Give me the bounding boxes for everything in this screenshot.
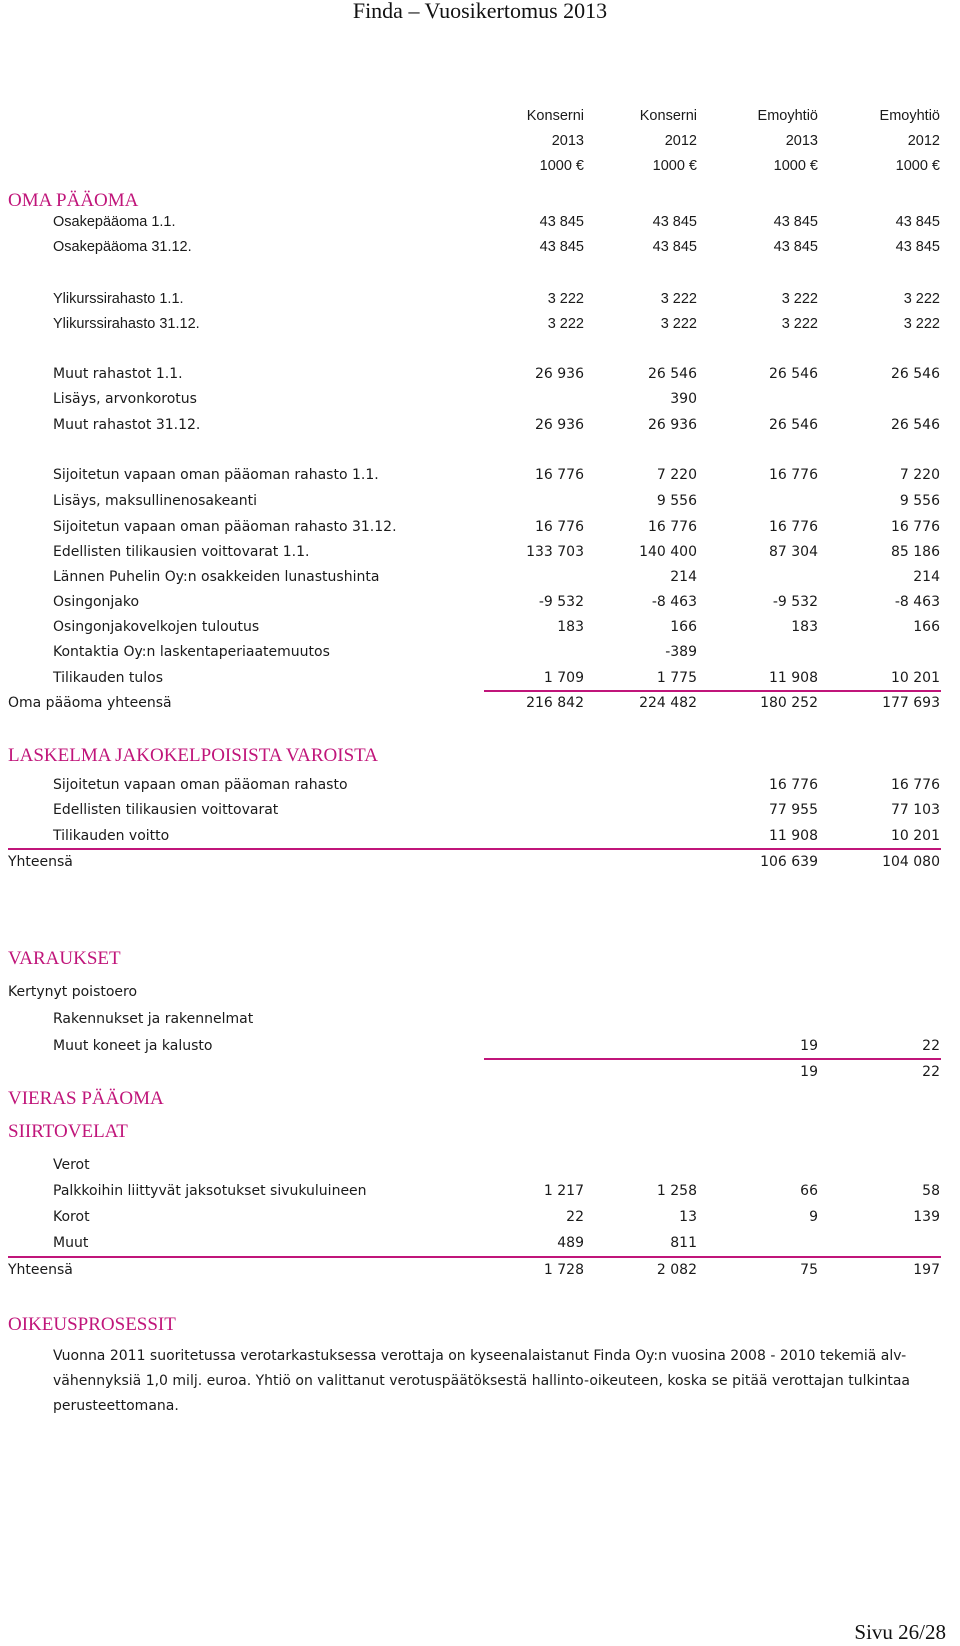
cell-value: 16 776 xyxy=(535,467,584,483)
cell-value: 43 845 xyxy=(773,239,818,255)
cell-value: -8 463 xyxy=(894,594,940,610)
cell-value: 22 xyxy=(922,1038,940,1054)
cell-value: 77 103 xyxy=(891,802,940,818)
row-label: Muut koneet ja kalusto xyxy=(53,1038,213,1054)
column-header-year: 2012 xyxy=(907,133,940,149)
table-row xyxy=(0,617,960,637)
table-row xyxy=(0,1181,960,1201)
total-value: 19 xyxy=(800,1064,818,1080)
table-row xyxy=(0,567,960,587)
total-row xyxy=(0,1062,960,1082)
cell-value: 3 222 xyxy=(547,291,584,307)
paragraph-line: Vuonna 2011 suoritetussa verotarkastuksessa verottaja on kyseenalaistanut Finda Oy:n vuosina 2008 - 2010 tekemiä alv- xyxy=(53,1348,907,1364)
row-label: Verot xyxy=(53,1157,90,1173)
cell-value: 87 304 xyxy=(769,544,818,560)
cell-value: 3 222 xyxy=(660,291,697,307)
section-title-distributable: LASKELMA JAKOKELPOISISTA VAROISTA xyxy=(8,745,378,766)
table-row xyxy=(0,542,960,562)
section-title-liabilities: VIERAS PÄÄOMA xyxy=(8,1088,164,1109)
section-title-provisions: VARAUKSET xyxy=(8,948,121,969)
total-value: 216 842 xyxy=(526,695,584,711)
row-label: Lännen Puhelin Oy:n osakkeiden lunastushinta xyxy=(53,569,380,585)
cell-value: 9 556 xyxy=(899,493,940,509)
row-label: Tilikauden voitto xyxy=(53,828,170,844)
cell-value: 85 186 xyxy=(891,544,940,560)
row-label: Osingonjako xyxy=(53,594,140,610)
cell-value: -9 532 xyxy=(772,594,818,610)
row-label: Kontaktia Oy:n laskentaperiaatemuutos xyxy=(53,644,330,660)
cell-value: 3 222 xyxy=(903,316,940,332)
cell-value: 166 xyxy=(913,619,940,635)
table-row xyxy=(0,800,960,820)
table-row xyxy=(0,668,960,688)
cell-value: 214 xyxy=(670,569,697,585)
cell-value: 3 222 xyxy=(903,291,940,307)
cell-value: 66 xyxy=(800,1183,818,1199)
total-divider-line xyxy=(8,848,941,850)
cell-value: 43 845 xyxy=(652,239,697,255)
column-header-unit-row xyxy=(0,156,960,176)
cell-value: 77 955 xyxy=(769,802,818,818)
total-row xyxy=(0,1260,960,1280)
cell-value: 26 546 xyxy=(891,417,940,433)
section-subtitle xyxy=(0,982,960,1002)
row-label: Sijoitetun vapaan oman pääoman rahasto xyxy=(53,777,348,793)
total-row xyxy=(0,852,960,872)
cell-value: 489 xyxy=(557,1235,584,1251)
cell-value: 43 845 xyxy=(539,214,584,230)
cell-value: 43 845 xyxy=(895,239,940,255)
cell-value: 43 845 xyxy=(773,214,818,230)
row-label: Osakepääoma 31.12. xyxy=(53,239,192,255)
section-subtitle-accruals: SIIRTOVELAT xyxy=(8,1121,128,1142)
cell-value: 16 776 xyxy=(535,519,584,535)
subtitle-label: Kertynyt poistoero xyxy=(8,984,138,1000)
row-label: Korot xyxy=(53,1209,90,1225)
cell-value: 9 556 xyxy=(656,493,697,509)
total-divider-line xyxy=(484,690,941,692)
cell-value: 26 546 xyxy=(648,366,697,382)
cell-value: 3 222 xyxy=(660,316,697,332)
table-row xyxy=(0,826,960,846)
row-label: Tilikauden tulos xyxy=(53,670,164,686)
total-value: 75 xyxy=(800,1262,818,1278)
total-value: 177 693 xyxy=(882,695,940,711)
table-row xyxy=(0,1036,960,1056)
column-header-entity: Konserni xyxy=(639,108,697,124)
cell-value: 11 908 xyxy=(769,670,818,686)
cell-value: 214 xyxy=(913,569,940,585)
total-value: 224 482 xyxy=(639,695,697,711)
cell-value: 16 776 xyxy=(648,519,697,535)
cell-value: 16 776 xyxy=(769,519,818,535)
table-row xyxy=(0,1207,960,1227)
cell-value: 183 xyxy=(557,619,584,635)
column-header-year: 2013 xyxy=(785,133,818,149)
table-row xyxy=(0,389,960,409)
row-label: Lisäys, maksullinenosakeanti xyxy=(53,493,258,509)
cell-value: 811 xyxy=(670,1235,697,1251)
table-row xyxy=(0,642,960,662)
cell-value: 183 xyxy=(791,619,818,635)
table-row xyxy=(0,465,960,485)
cell-value: 16 776 xyxy=(891,777,940,793)
document-header-title: Finda – Vuosikertomus 2013 xyxy=(352,0,608,23)
total-value: 1 728 xyxy=(543,1262,584,1278)
cell-value: 140 400 xyxy=(639,544,697,560)
table-row xyxy=(0,517,960,537)
row-label: Rakennukset ja rakennelmat xyxy=(53,1011,254,1027)
cell-value: 3 222 xyxy=(781,291,818,307)
table-row xyxy=(0,212,960,232)
paragraph-line: perusteettomana. xyxy=(53,1398,179,1414)
total-value: 22 xyxy=(922,1064,940,1080)
cell-value: 22 xyxy=(566,1209,584,1225)
total-label: Yhteensä xyxy=(8,1262,73,1278)
column-header-unit: 1000 € xyxy=(539,158,584,174)
column-header-unit: 1000 € xyxy=(895,158,940,174)
table-row xyxy=(0,1009,960,1029)
row-label: Sijoitetun vapaan oman pääoman rahasto 31.12. xyxy=(53,519,397,535)
cell-value: -389 xyxy=(665,644,697,660)
column-header-unit: 1000 € xyxy=(773,158,818,174)
total-label: Oma pääoma yhteensä xyxy=(8,695,172,711)
row-label: Palkkoihin liittyvät jaksotukset sivukuluineen xyxy=(53,1183,367,1199)
cell-value: 10 201 xyxy=(891,828,940,844)
cell-value: 1 258 xyxy=(656,1183,697,1199)
cell-value: 3 222 xyxy=(547,316,584,332)
cell-value: 26 546 xyxy=(769,417,818,433)
section-title-equity: OMA PÄÄOMA xyxy=(8,190,139,211)
cell-value: 7 220 xyxy=(899,467,940,483)
cell-value: 1 775 xyxy=(656,670,697,686)
paragraph-line: vähennyksiä 1,0 milj. euroa. Yhtiö on valittanut verotuspäätöksestä hallinto-oikeuteen, koska se pitää verottajan tulkintaa xyxy=(53,1373,910,1389)
column-header-year: 2012 xyxy=(664,133,697,149)
total-value: 2 082 xyxy=(656,1262,697,1278)
total-value: 197 xyxy=(913,1262,940,1278)
cell-value: 1 217 xyxy=(543,1183,584,1199)
cell-value: 390 xyxy=(670,391,697,407)
row-label: Edellisten tilikausien voittovarat 1.1. xyxy=(53,544,310,560)
cell-value: 10 201 xyxy=(891,670,940,686)
cell-value: 26 936 xyxy=(535,417,584,433)
total-divider-line xyxy=(8,1256,941,1258)
row-label: Osingonjakovelkojen tuloutus xyxy=(53,619,260,635)
table-row xyxy=(0,364,960,384)
column-header-year-row xyxy=(0,131,960,151)
table-row xyxy=(0,1233,960,1253)
cell-value: 43 845 xyxy=(539,239,584,255)
cell-value: -9 532 xyxy=(538,594,584,610)
row-label: Ylikurssirahasto 1.1. xyxy=(53,291,184,307)
table-row xyxy=(0,237,960,257)
cell-value: 19 xyxy=(800,1038,818,1054)
cell-value: 7 220 xyxy=(656,467,697,483)
total-label: Yhteensä xyxy=(8,854,73,870)
cell-value: 26 546 xyxy=(891,366,940,382)
row-label: Muut rahastot 1.1. xyxy=(53,366,183,382)
cell-value: 139 xyxy=(913,1209,940,1225)
row-label: Edellisten tilikausien voittovarat xyxy=(53,802,279,818)
column-header-year: 2013 xyxy=(551,133,584,149)
cell-value: 13 xyxy=(679,1209,697,1225)
cell-value: -8 463 xyxy=(651,594,697,610)
cell-value: 1 709 xyxy=(543,670,584,686)
table-row xyxy=(0,289,960,309)
total-divider-line xyxy=(484,1058,941,1060)
column-header-entity: Konserni xyxy=(526,108,584,124)
cell-value: 43 845 xyxy=(895,214,940,230)
table-row xyxy=(0,491,960,511)
table-row xyxy=(0,592,960,612)
total-row xyxy=(0,693,960,713)
column-header-entity: Emoyhtiö xyxy=(879,108,940,124)
cell-value: 26 936 xyxy=(648,417,697,433)
section-title-legal: OIKEUSPROSESSIT xyxy=(8,1314,176,1335)
table-row xyxy=(0,415,960,435)
page-number: Sivu 26/28 xyxy=(854,1620,946,1644)
table-row xyxy=(0,775,960,795)
total-value: 180 252 xyxy=(760,695,818,711)
column-header-unit: 1000 € xyxy=(652,158,697,174)
column-header-entity-row xyxy=(0,106,960,126)
cell-value: 58 xyxy=(922,1183,940,1199)
cell-value: 16 776 xyxy=(891,519,940,535)
cell-value: 3 222 xyxy=(781,316,818,332)
cell-value: 26 936 xyxy=(535,366,584,382)
cell-value: 16 776 xyxy=(769,467,818,483)
legal-paragraph xyxy=(53,1344,933,1419)
row-label: Ylikurssirahasto 31.12. xyxy=(53,316,200,332)
row-label: Muut xyxy=(53,1235,89,1251)
column-header-entity: Emoyhtiö xyxy=(757,108,818,124)
total-value: 106 639 xyxy=(760,854,818,870)
cell-value: 43 845 xyxy=(652,214,697,230)
cell-value: 16 776 xyxy=(769,777,818,793)
cell-value: 166 xyxy=(670,619,697,635)
cell-value: 26 546 xyxy=(769,366,818,382)
cell-value: 9 xyxy=(809,1209,818,1225)
table-row xyxy=(0,314,960,334)
cell-value: 133 703 xyxy=(526,544,584,560)
total-value: 104 080 xyxy=(882,854,940,870)
row-label: Lisäys, arvonkorotus xyxy=(53,391,197,407)
row-label: Osakepääoma 1.1. xyxy=(53,214,176,230)
cell-value: 11 908 xyxy=(769,828,818,844)
row-label: Sijoitetun vapaan oman pääoman rahasto 1.1. xyxy=(53,467,379,483)
table-row xyxy=(0,1155,960,1175)
row-label: Muut rahastot 31.12. xyxy=(53,417,201,433)
